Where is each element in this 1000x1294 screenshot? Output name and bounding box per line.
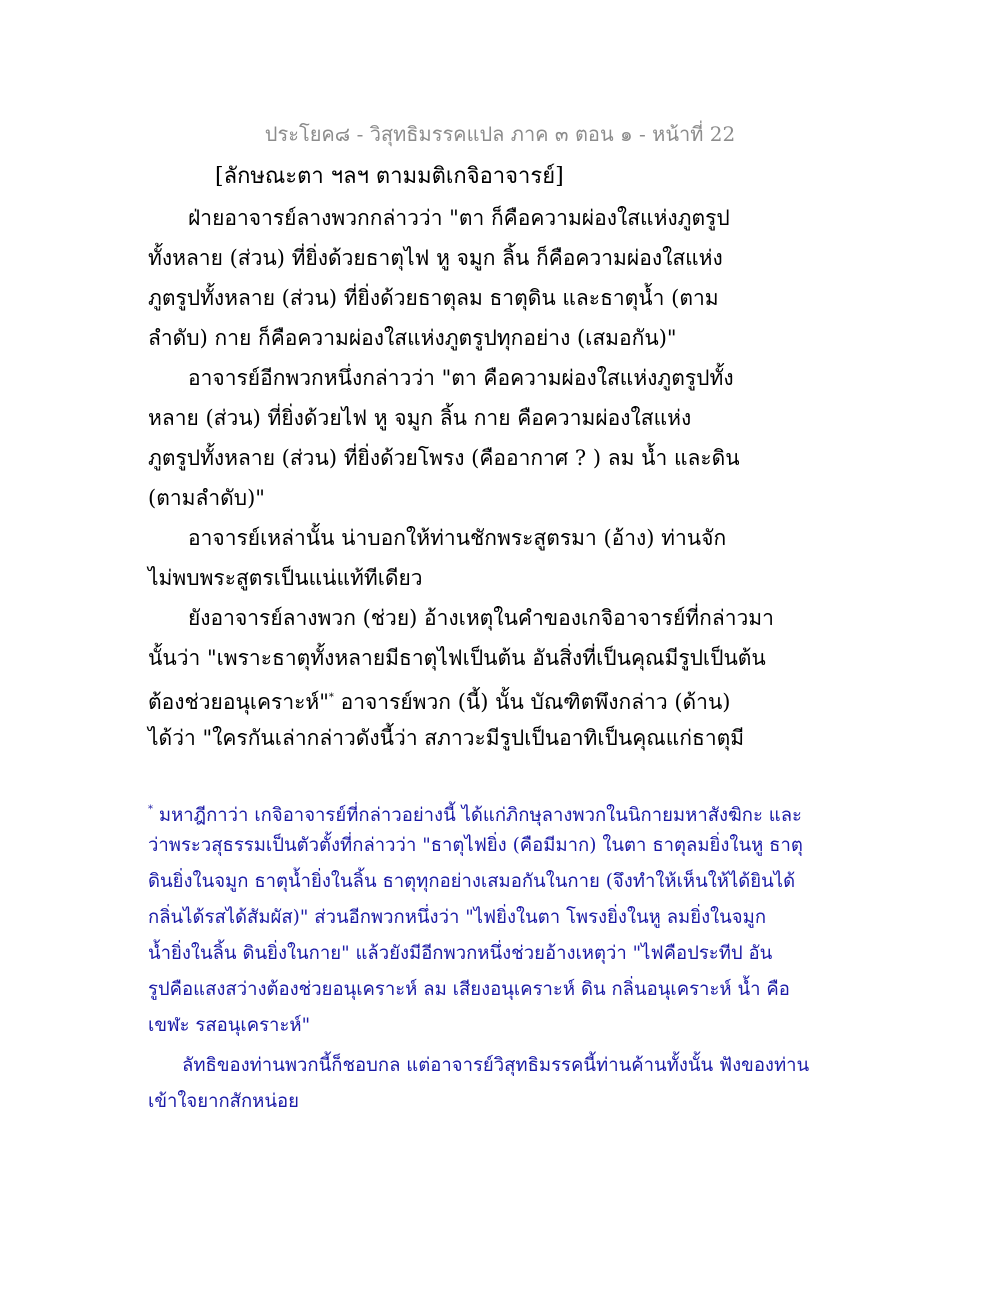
body-line: ได้ว่า "ใครกันเล่ากล่าวดังนี้ว่า สภาวะมีรูปเป็นอาทิเป็นคุณแก่ธาตุมี (148, 726, 745, 750)
body-text: ต้องช่วยอนุเคราะห์" (148, 690, 329, 714)
body-line: ทั้งหลาย (ส่วน) ที่ยิ่งด้วยธาตุไฟ หู จมูก ลิ้น ก็คือความผ่องใสแห่ง (148, 246, 723, 270)
footnote-line: ว่าพระวสุธรรมเป็นตัวตั้งที่กล่าวว่า "ธาตุไฟยิ่ง (คือมีมาก) ในตา ธาตุลมยิ่งในหู ธาตุ (148, 835, 803, 856)
section-title: [ลักษณะตา ฯลฯ ตามมติเกจิอาจารย์] (215, 164, 564, 189)
footnote-text: มหาฎีกาว่า เกจิอาจารย์ที่กล่าวอย่างนี้ ได้แก่ภิกษุลางพวกในนิกายมหาสังฆิกะ และ (153, 805, 802, 826)
footnote-closing-line: เข้าใจยากสักหน่อย (148, 1091, 299, 1112)
body-text: อาจารย์พวก (นี้) นั้น บัณฑิตพึงกล่าว (ด้าน) (333, 690, 731, 714)
footnote-reference-mark: * (328, 692, 334, 703)
footnote (148, 792, 810, 1120)
body-line: ภูตรูปทั้งหลาย (ส่วน) ที่ยิ่งด้วยโพรง (คืออากาศ ? ) ลม น้ำ และดิน (148, 446, 740, 470)
footnote-line: กลิ่นได้รสได้สัมผัส)" ส่วนอีกพวกหนึ่งว่า "ไฟยิ่งในตา โพรงยิ่งในหู ลมยิ่งในจมูก (148, 907, 767, 928)
body-line: ฝ่ายอาจารย์ลางพวกกล่าวว่า "ตา ก็คือความผ่องใสแห่งภูตรูป (188, 206, 730, 230)
body-line-with-footnote-ref (148, 678, 731, 718)
footnote-closing-line: ลัทธิของท่านพวกนี้ก็ชอบกล แต่อาจารย์วิสุทธิมรรคนี้ท่านค้านทั้งนั้น ฟังของท่าน (182, 1055, 810, 1076)
footnote-line: ดินยิ่งในจมูก ธาตุน้ำยิ่งในลิ้น ธาตุทุกอย่างเสมอกันในกาย (จึงทำให้เห็นให้ได้ยินได้ (148, 871, 796, 892)
main-body (148, 198, 774, 758)
footnote-line: น้ำยิ่งในลิ้น ดินยิ่งในกาย" แล้วยังมีอีกพวกหนึ่งช่วยอ้างเหตุว่า "ไฟคือประทีป อัน (148, 943, 773, 964)
body-line: นั้นว่า "เพราะธาตุทั้งหลายมีธาตุไฟเป็นต้น อันสิ่งที่เป็นคุณมีรูปเป็นต้น (148, 646, 766, 670)
footnote-mark: * (148, 804, 153, 815)
page-header: ประโยค๘ - วิสุทธิมรรคแปล ภาค ๓ ตอน ๑ - หน้าที่ 22 (264, 122, 736, 146)
body-line: ยังอาจารย์ลางพวก (ช่วย) อ้างเหตุในคำของเกจิอาจารย์ที่กล่าวมา (188, 606, 774, 630)
body-line: หลาย (ส่วน) ที่ยิ่งด้วยไฟ หู จมูก ลิ้น กาย คือความผ่องใสแห่ง (148, 406, 692, 430)
body-line: ลำดับ) กาย ก็คือความผ่องใสแห่งภูตรูปทุกอย่าง (เสมอกัน)" (148, 326, 677, 350)
body-line: ไม่พบพระสูตรเป็นแน่แท้ทีเดียว (148, 566, 423, 590)
footnote-line (148, 792, 802, 828)
footnote-line: เขฬะ รสอนุเคราะห์" (148, 1015, 311, 1036)
body-line: อาจารย์เหล่านั้น น่าบอกให้ท่านชักพระสูตรมา (อ้าง) ท่านจัก (188, 526, 727, 550)
body-line: ภูตรูปทั้งหลาย (ส่วน) ที่ยิ่งด้วยธาตุลม ธาตุดิน และธาตุน้ำ (ตาม (148, 286, 719, 310)
body-line: (ตามลำดับ)" (148, 486, 265, 510)
footnote-line: รูปคือแสงสว่างต้องช่วยอนุเคราะห์ ลม เสียงอนุเคราะห์ ดิน กลิ่นอนุเคราะห์ น้ำ คือ (148, 979, 790, 1000)
body-line: อาจารย์อีกพวกหนึ่งกล่าวว่า "ตา คือความผ่องใสแห่งภูตรูปทั้ง (188, 366, 734, 390)
